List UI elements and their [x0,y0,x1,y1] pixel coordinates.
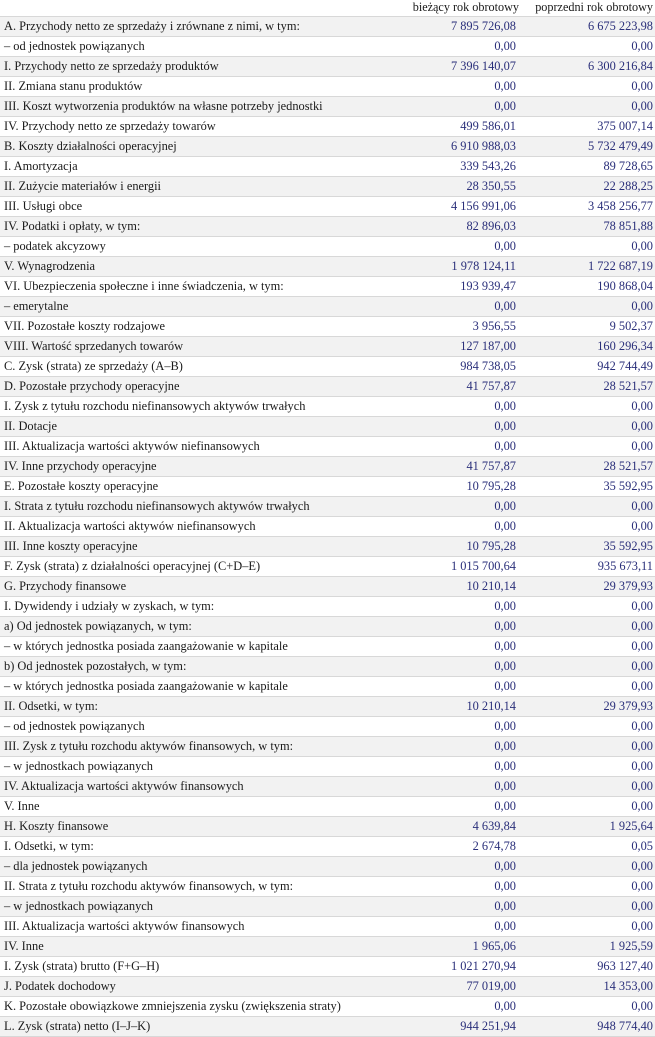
row-value-current-year: 0,00 [395,717,521,737]
table-row [0,157,655,177]
table-row [0,57,655,77]
row-value-current-year: 0,00 [395,437,521,457]
row-label: H. Koszty finansowe [0,817,395,837]
row-value-current-year: 0,00 [395,897,521,917]
table-row [0,477,655,497]
row-value-previous-year: 0,00 [521,677,655,697]
row-value-current-year: 77 019,00 [395,977,521,997]
row-label: D. Pozostałe przychody operacyjne [0,377,395,397]
row-value-previous-year: 22 288,25 [521,177,655,197]
row-value-previous-year: 0,00 [521,857,655,877]
row-value-current-year: 0,00 [395,857,521,877]
row-value-previous-year: 0,00 [521,237,655,257]
row-value-previous-year: 0,00 [521,877,655,897]
row-value-previous-year: 0,00 [521,37,655,57]
row-value-previous-year: 0,05 [521,837,655,857]
table-row [0,237,655,257]
row-label: V. Inne [0,797,395,817]
row-value-current-year: 0,00 [395,997,521,1017]
column-header-label [0,0,395,17]
table-row [0,277,655,297]
table-row [0,877,655,897]
row-value-previous-year: 948 774,40 [521,1017,655,1037]
row-value-current-year: 0,00 [395,37,521,57]
row-label: – w których jednostka posiada zaangażowanie w kapitale [0,637,395,657]
row-value-current-year: 7 396 140,07 [395,57,521,77]
row-value-current-year: 10 210,14 [395,577,521,597]
table-row [0,717,655,737]
row-value-current-year: 0,00 [395,597,521,617]
row-value-current-year: 0,00 [395,97,521,117]
row-value-current-year: 0,00 [395,617,521,637]
row-label: II. Aktualizacja wartości aktywów niefinansowych [0,517,395,537]
row-value-current-year: 984 738,05 [395,357,521,377]
row-value-previous-year: 1 722 687,19 [521,257,655,277]
table-row [0,977,655,997]
row-value-previous-year: 29 379,93 [521,697,655,717]
row-label: IV. Inne przychody operacyjne [0,457,395,477]
row-label: VI. Ubezpieczenia społeczne i inne świadczenia, w tym: [0,277,395,297]
table-row [0,77,655,97]
column-header-current-year: bieżący rok obrotowy [395,0,521,17]
table-row [0,537,655,557]
row-value-current-year: 339 543,26 [395,157,521,177]
table-row [0,217,655,237]
row-label: IV. Aktualizacja wartości aktywów finansowych [0,777,395,797]
row-value-previous-year: 9 502,37 [521,317,655,337]
table-row [0,517,655,537]
row-label: III. Inne koszty operacyjne [0,537,395,557]
table-row [0,357,655,377]
table-row [0,317,655,337]
row-value-previous-year: 5 732 479,49 [521,137,655,157]
row-value-current-year: 499 586,01 [395,117,521,137]
row-value-previous-year: 35 592,95 [521,537,655,557]
row-label: – emerytalne [0,297,395,317]
table-row [0,997,655,1017]
table-row [0,757,655,777]
row-label: V. Wynagrodzenia [0,257,395,277]
row-label: II. Zmiana stanu produktów [0,77,395,97]
row-label: I. Dywidendy i udziały w zyskach, w tym: [0,597,395,617]
table-row [0,657,655,677]
row-label: III. Koszt wytworzenia produktów na własne potrzeby jednostki [0,97,395,117]
table-row [0,397,655,417]
row-label: II. Odsetki, w tym: [0,697,395,717]
table-row [0,177,655,197]
row-value-current-year: 0,00 [395,637,521,657]
row-label: I. Zysk (strata) brutto (F+G–H) [0,957,395,977]
row-label: – od jednostek powiązanych [0,37,395,57]
row-value-previous-year: 6 675 223,98 [521,17,655,37]
table-row [0,497,655,517]
table-row [0,197,655,217]
table-row [0,437,655,457]
table-row [0,797,655,817]
row-label: L. Zysk (strata) netto (I–J–K) [0,1017,395,1037]
table-row [0,937,655,957]
row-value-current-year: 3 956,55 [395,317,521,337]
row-label: IV. Podatki i opłaty, w tym: [0,217,395,237]
row-value-current-year: 1 965,06 [395,937,521,957]
row-value-previous-year: 0,00 [521,617,655,637]
table-row [0,577,655,597]
row-label: – dla jednostek powiązanych [0,857,395,877]
row-value-previous-year: 0,00 [521,797,655,817]
row-value-previous-year: 160 296,34 [521,337,655,357]
row-value-previous-year: 6 300 216,84 [521,57,655,77]
row-label: – w jednostkach powiązanych [0,757,395,777]
table-row [0,597,655,617]
row-value-current-year: 41 757,87 [395,377,521,397]
table-row [0,697,655,717]
row-value-current-year: 0,00 [395,777,521,797]
row-label: IV. Przychody netto ze sprzedaży towarów [0,117,395,137]
table-row [0,257,655,277]
table-row [0,297,655,317]
row-label: VII. Pozostałe koszty rodzajowe [0,317,395,337]
row-value-previous-year: 0,00 [521,97,655,117]
row-value-previous-year: 0,00 [521,417,655,437]
row-value-previous-year: 0,00 [521,777,655,797]
row-label: A. Przychody netto ze sprzedaży i zrównane z nimi, w tym: [0,17,395,37]
table-row [0,617,655,637]
row-label: J. Podatek dochodowy [0,977,395,997]
row-value-current-year: 127 187,00 [395,337,521,357]
row-label: II. Strata z tytułu rozchodu aktywów finansowych, w tym: [0,877,395,897]
table-row [0,837,655,857]
row-label: b) Od jednostek pozostałych, w tym: [0,657,395,677]
table-header [0,0,655,17]
row-value-current-year: 0,00 [395,677,521,697]
row-value-current-year: 1 021 270,94 [395,957,521,977]
table-row [0,637,655,657]
table-row [0,817,655,837]
row-value-previous-year: 0,00 [521,497,655,517]
table-row [0,677,655,697]
table-row [0,457,655,477]
row-value-current-year: 0,00 [395,77,521,97]
row-label: III. Aktualizacja wartości aktywów finansowych [0,917,395,937]
row-label: I. Strata z tytułu rozchodu niefinansowych aktywów trwałych [0,497,395,517]
row-value-current-year: 10 210,14 [395,697,521,717]
table-row [0,957,655,977]
row-value-current-year: 7 895 726,08 [395,17,521,37]
row-label: I. Amortyzacja [0,157,395,177]
row-value-current-year: 0,00 [395,737,521,757]
table-row [0,337,655,357]
row-label: II. Zużycie materiałów i energii [0,177,395,197]
row-value-previous-year: 375 007,14 [521,117,655,137]
row-value-previous-year: 0,00 [521,657,655,677]
table-row [0,97,655,117]
row-value-current-year: 0,00 [395,517,521,537]
table-row [0,17,655,37]
row-label: – w których jednostka posiada zaangażowanie w kapitale [0,677,395,697]
row-value-current-year: 0,00 [395,917,521,937]
row-label: – podatek akcyzowy [0,237,395,257]
column-header-previous-year: poprzedni rok obrotowy [521,0,655,17]
table-row [0,557,655,577]
row-label: C. Zysk (strata) ze sprzedaży (A–B) [0,357,395,377]
table-row [0,737,655,757]
row-value-current-year: 0,00 [395,397,521,417]
row-value-current-year: 0,00 [395,417,521,437]
row-label: I. Przychody netto ze sprzedaży produktów [0,57,395,77]
table-header-row [0,0,655,17]
row-label: – w jednostkach powiązanych [0,897,395,917]
row-value-previous-year: 0,00 [521,297,655,317]
row-value-previous-year: 935 673,11 [521,557,655,577]
row-value-current-year: 0,00 [395,497,521,517]
row-value-previous-year: 1 925,59 [521,937,655,957]
table-row [0,1017,655,1037]
row-value-current-year: 4 639,84 [395,817,521,837]
row-value-previous-year: 0,00 [521,737,655,757]
row-value-previous-year: 35 592,95 [521,477,655,497]
row-value-current-year: 0,00 [395,237,521,257]
table-row [0,37,655,57]
row-value-current-year: 41 757,87 [395,457,521,477]
row-value-previous-year: 0,00 [521,437,655,457]
row-value-previous-year: 0,00 [521,397,655,417]
table-row [0,917,655,937]
row-value-previous-year: 0,00 [521,897,655,917]
row-value-current-year: 4 156 991,06 [395,197,521,217]
row-value-current-year: 6 910 988,03 [395,137,521,157]
row-label: K. Pozostałe obowiązkowe zmniejszenia zysku (zwiększenia straty) [0,997,395,1017]
table-body [0,17,655,1037]
row-value-current-year: 944 251,94 [395,1017,521,1037]
row-value-current-year: 0,00 [395,657,521,677]
table-row [0,137,655,157]
row-value-current-year: 28 350,55 [395,177,521,197]
row-value-current-year: 2 674,78 [395,837,521,857]
row-value-current-year: 10 795,28 [395,477,521,497]
row-value-current-year: 0,00 [395,797,521,817]
row-value-previous-year: 190 868,04 [521,277,655,297]
row-value-previous-year: 1 925,64 [521,817,655,837]
row-value-previous-year: 0,00 [521,637,655,657]
row-label: VIII. Wartość sprzedanych towarów [0,337,395,357]
row-label: III. Aktualizacja wartości aktywów niefinansowych [0,437,395,457]
row-value-previous-year: 0,00 [521,757,655,777]
row-value-previous-year: 29 379,93 [521,577,655,597]
row-value-previous-year: 0,00 [521,717,655,737]
row-label: III. Usługi obce [0,197,395,217]
table-row [0,417,655,437]
row-value-previous-year: 89 728,65 [521,157,655,177]
row-label: a) Od jednostek powiązanych, w tym: [0,617,395,637]
row-value-previous-year: 0,00 [521,77,655,97]
row-value-previous-year: 28 521,57 [521,377,655,397]
row-value-current-year: 0,00 [395,297,521,317]
table-row [0,377,655,397]
row-value-current-year: 82 896,03 [395,217,521,237]
row-value-previous-year: 963 127,40 [521,957,655,977]
row-value-current-year: 1 015 700,64 [395,557,521,577]
row-value-current-year: 0,00 [395,757,521,777]
row-label: E. Pozostałe koszty operacyjne [0,477,395,497]
row-value-previous-year: 942 744,49 [521,357,655,377]
row-value-previous-year: 3 458 256,77 [521,197,655,217]
table-row [0,857,655,877]
row-label: III. Zysk z tytułu rozchodu aktywów finansowych, w tym: [0,737,395,757]
row-value-previous-year: 14 353,00 [521,977,655,997]
table-row [0,897,655,917]
row-label: IV. Inne [0,937,395,957]
row-label: B. Koszty działalności operacyjnej [0,137,395,157]
row-value-current-year: 0,00 [395,877,521,897]
row-value-previous-year: 0,00 [521,517,655,537]
row-value-previous-year: 0,00 [521,917,655,937]
row-label: I. Zysk z tytułu rozchodu niefinansowych aktywów trwałych [0,397,395,417]
row-value-current-year: 193 939,47 [395,277,521,297]
row-value-current-year: 1 978 124,11 [395,257,521,277]
row-label: II. Dotacje [0,417,395,437]
row-label: G. Przychody finansowe [0,577,395,597]
row-value-previous-year: 0,00 [521,997,655,1017]
row-value-previous-year: 78 851,88 [521,217,655,237]
row-label: – od jednostek powiązanych [0,717,395,737]
row-value-current-year: 10 795,28 [395,537,521,557]
row-value-previous-year: 28 521,57 [521,457,655,477]
table-row [0,117,655,137]
row-label: F. Zysk (strata) z działalności operacyjnej (C+D–E) [0,557,395,577]
row-label: I. Odsetki, w tym: [0,837,395,857]
table-row [0,777,655,797]
row-value-previous-year: 0,00 [521,597,655,617]
